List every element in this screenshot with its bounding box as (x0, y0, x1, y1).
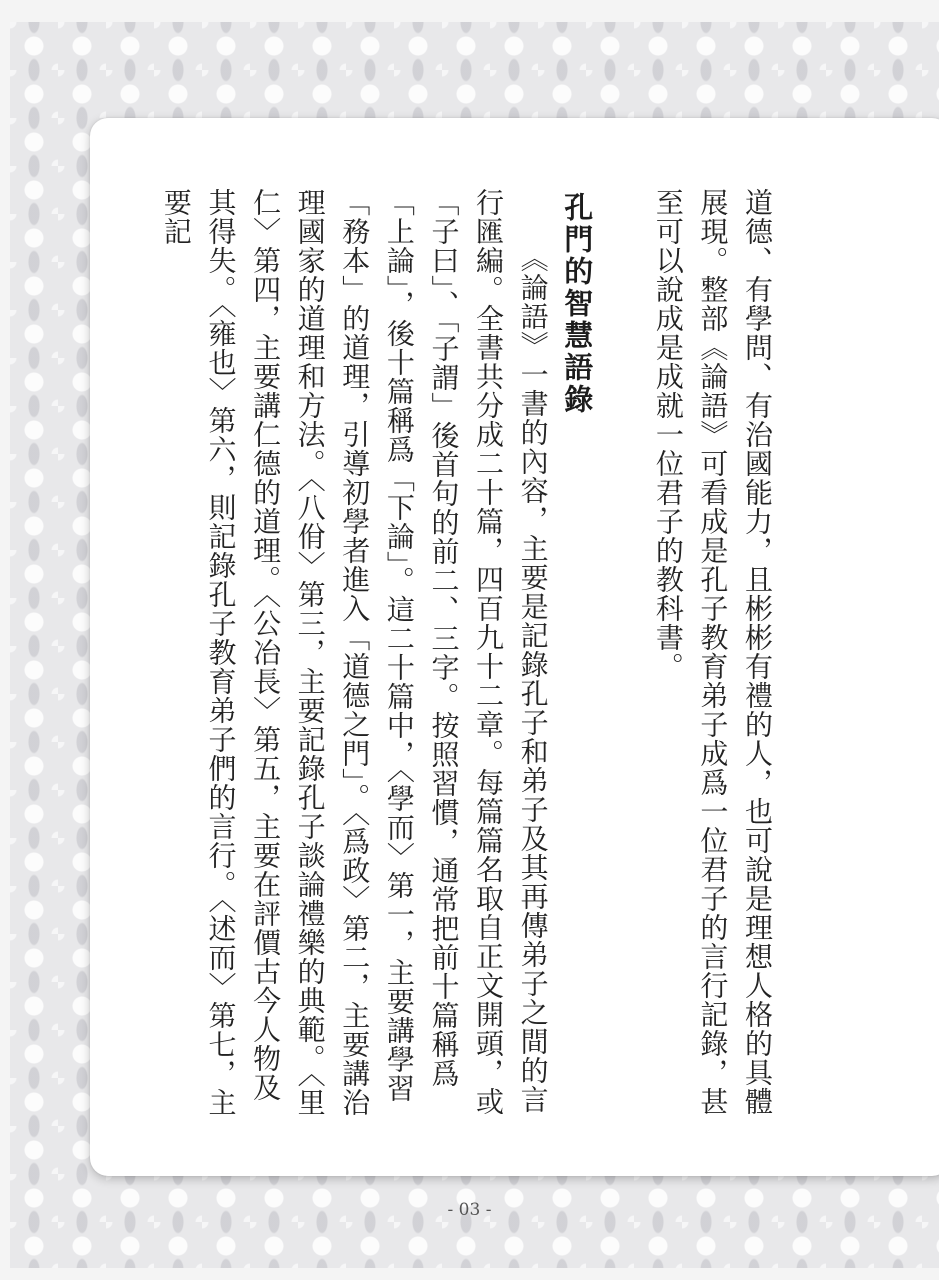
intro-paragraph: 道德、有學問、有治國能力，且彬彬有禮的人，也可說是理想人格的具體展現。整部《論語》可看成是孔子教育弟子成爲一位君子的言行記錄，甚至可以說成是成就一位君子的教科書。 (651, 188, 774, 1116)
body-paragraph: 《論語》一書的內容，主要是記錄孔子和弟子及其再傳弟子之間的言行匯編。全書共分成二十篇，四百九十二章。每篇篇名取自正文開頭，或「子曰」、「子謂」後首句的前二、三字。按照習慣，通常把前十篇稱爲「上論」，後十篇稱爲「下論」。這二十篇中，〈學而〉第一，主要講學習「務本」的道理，引導初學者進入「道德之門」。〈爲政〉第二，主要講治理國家的道理和方法。〈八佾〉第三，主要記錄孔子談論禮樂的典範。〈里仁〉第四，主要講仁德的道理。〈公冶長〉第五，主要在評價古今人物及其得失。〈雍也〉第六，則記錄孔子教育弟子們的言行。〈述而〉第七，主要記 (159, 188, 550, 1117)
vertical-text-body (153, 188, 779, 1118)
section-heading: 孔門的智慧語錄 (560, 192, 595, 416)
page-number: - 03 - (447, 1200, 492, 1220)
